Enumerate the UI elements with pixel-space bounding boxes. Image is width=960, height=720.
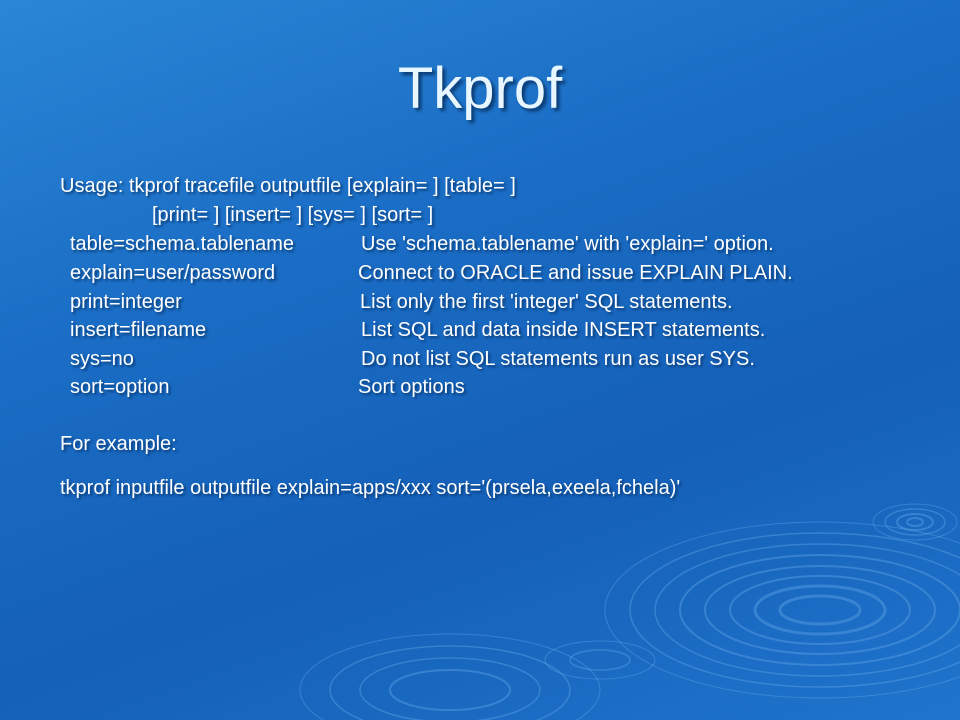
option-description: Connect to ORACLE and issue EXPLAIN PLAIN. xyxy=(358,262,793,284)
option-name: print=integer xyxy=(70,291,182,313)
option-description: Do not list SQL statements run as user SYS. xyxy=(361,348,755,370)
example-label: For example: xyxy=(60,433,177,455)
option-description: List only the first 'integer' SQL statements. xyxy=(360,291,733,313)
example-command: tkprof inputfile outputfile explain=apps/xxx sort='(prsela,exeela,fchela)' xyxy=(60,477,681,499)
option-name: insert=filename xyxy=(70,319,207,341)
option-description: List SQL and data inside INSERT statements. xyxy=(361,319,766,341)
usage-line-1: Usage: tkprof tracefile outputfile [explain= ] [table= ] xyxy=(60,175,516,197)
option-name: sys=no xyxy=(70,348,134,370)
option-name: explain=user/password xyxy=(70,262,276,284)
usage-line-2: [print= ] [insert= ] [sys= ] [sort= ] xyxy=(152,204,434,226)
option-description: Use 'schema.tablename' with 'explain=' option. xyxy=(361,233,774,255)
option-name: table=schema.tablename xyxy=(70,233,295,255)
slide-title: Tkprof xyxy=(397,56,563,121)
option-description: Sort options xyxy=(358,376,465,398)
option-name: sort=option xyxy=(70,376,170,398)
